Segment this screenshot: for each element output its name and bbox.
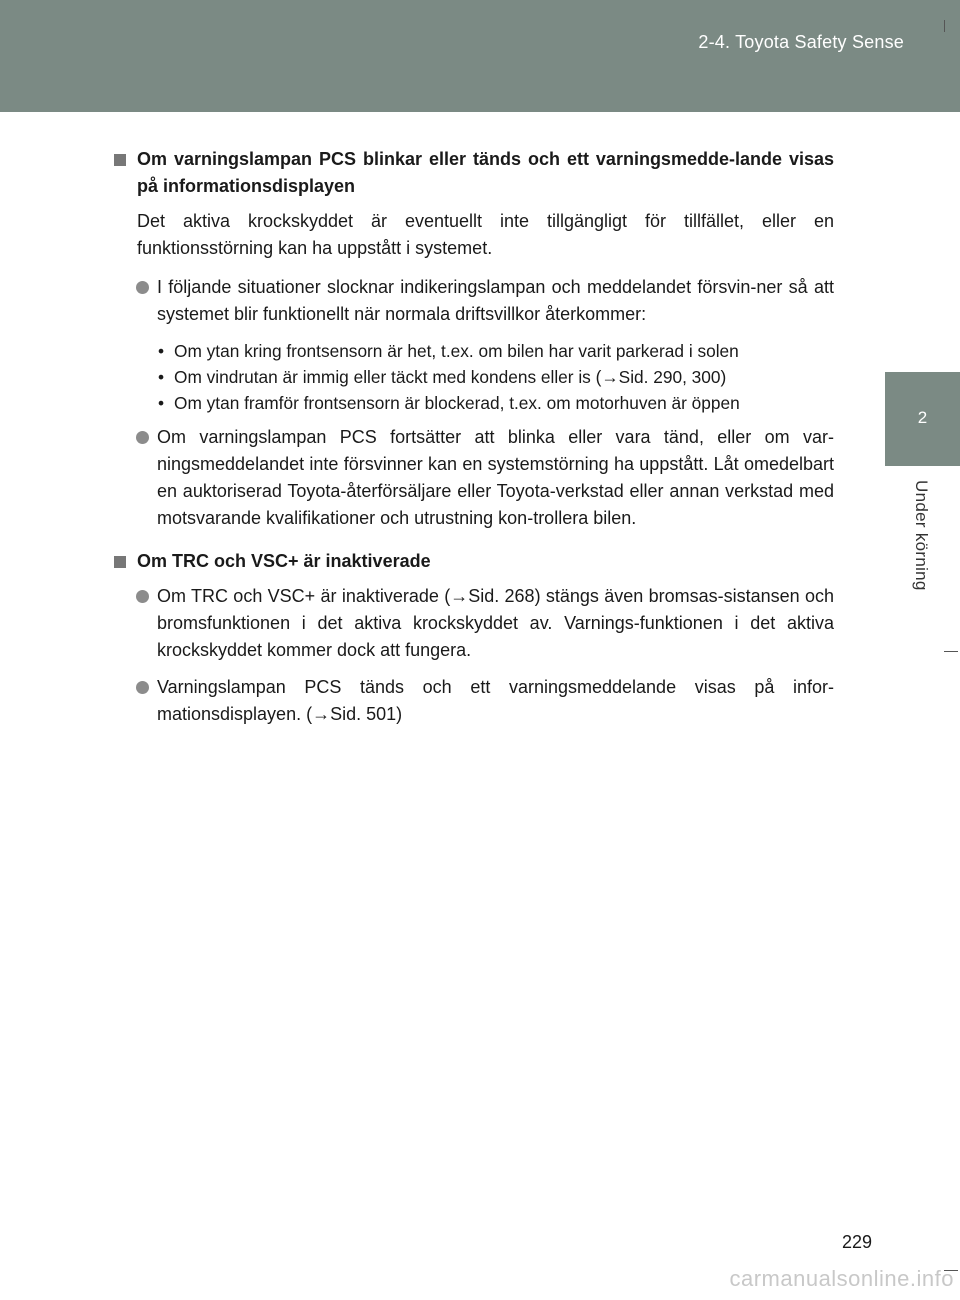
list-item (112, 424, 834, 532)
paragraph: Det aktiva krockskyddet är eventuellt inte tillgängligt för tillfället, eller en funktionsstörning kan ha uppstått i systemet. (137, 211, 834, 258)
list-item (112, 274, 834, 328)
chapter-label-strip (885, 466, 960, 638)
circle-bullet-icon (136, 281, 149, 294)
heading-text: Om TRC och VSC+ är inaktiverade (137, 551, 431, 571)
page-content (112, 146, 834, 738)
list-item (112, 583, 834, 664)
list-item (112, 674, 834, 728)
list-item-text: I följande situationer slocknar indikeringslampan och meddelandet försvin-ner så att systemet blir funktionellt när normala driftsvillkor återkommer: (157, 277, 834, 324)
chapter-label: Under körning (912, 480, 931, 591)
circle-bullet-icon (136, 590, 149, 603)
sub-item-text: Om ytan framför frontsensorn är blockerad, t.ex. om motorhuven är öppen (174, 393, 740, 413)
chapter-tab (885, 372, 960, 466)
sub-list-item (112, 390, 834, 416)
list-item-text: Om varningslampan PCS fortsätter att blinka eller vara tänd, eller om var-ningsmeddelandet inte försvinner kan en systemstörning ha uppstått. Låt omedelbart en auktoriserad Toyota-återförsäljare eller Toyota-verkstad eller annan verkstad med motsvarande kvalifikationer och utrustning kon-trollera bilen. (157, 427, 834, 528)
section-title: 2-4. Toyota Safety Sense (698, 32, 904, 52)
heading-text: Om varningslampan PCS blinkar eller tänds och ett varningsmedde-lande visas på informationsdisplayen (137, 149, 834, 196)
margin-tick (944, 20, 945, 32)
list-item-text: Varningslampan PCS tänds och ett varningsmeddelande visas på infor-mationsdisplayen. (→Sid. 501) (157, 677, 834, 724)
list-item-text: Om TRC och VSC+ är inaktiverade (→Sid. 268) stängs även bromsas-sistansen och bromsfunktionen i det aktiva krockskyddet av. Varnings-funktionen i det aktiva krockskyddet kommer dock att fungera. (157, 586, 834, 660)
square-bullet-icon (114, 556, 126, 568)
sub-item-text: Om vindrutan är immig eller täckt med kondens eller is (→Sid. 290, 300) (174, 367, 727, 387)
section-heading (112, 146, 834, 200)
sub-list (112, 338, 834, 416)
circle-bullet-icon (136, 681, 149, 694)
page-header (0, 0, 960, 112)
sub-item-text: Om ytan kring frontsensorn är het, t.ex. om bilen har varit parkerad i solen (174, 341, 739, 361)
section-heading (112, 548, 834, 575)
circle-bullet-icon (136, 431, 149, 444)
sub-list-item (112, 338, 834, 364)
page-number: 229 (841, 1232, 872, 1252)
watermark: carmanualsonline.info (729, 1266, 954, 1291)
chapter-number: 2 (917, 408, 928, 427)
square-bullet-icon (114, 154, 126, 166)
sub-list-item (112, 364, 834, 390)
margin-tick (944, 651, 958, 652)
dot-icon: • (158, 367, 165, 387)
dot-icon: • (158, 393, 165, 413)
dot-icon: • (158, 341, 165, 361)
